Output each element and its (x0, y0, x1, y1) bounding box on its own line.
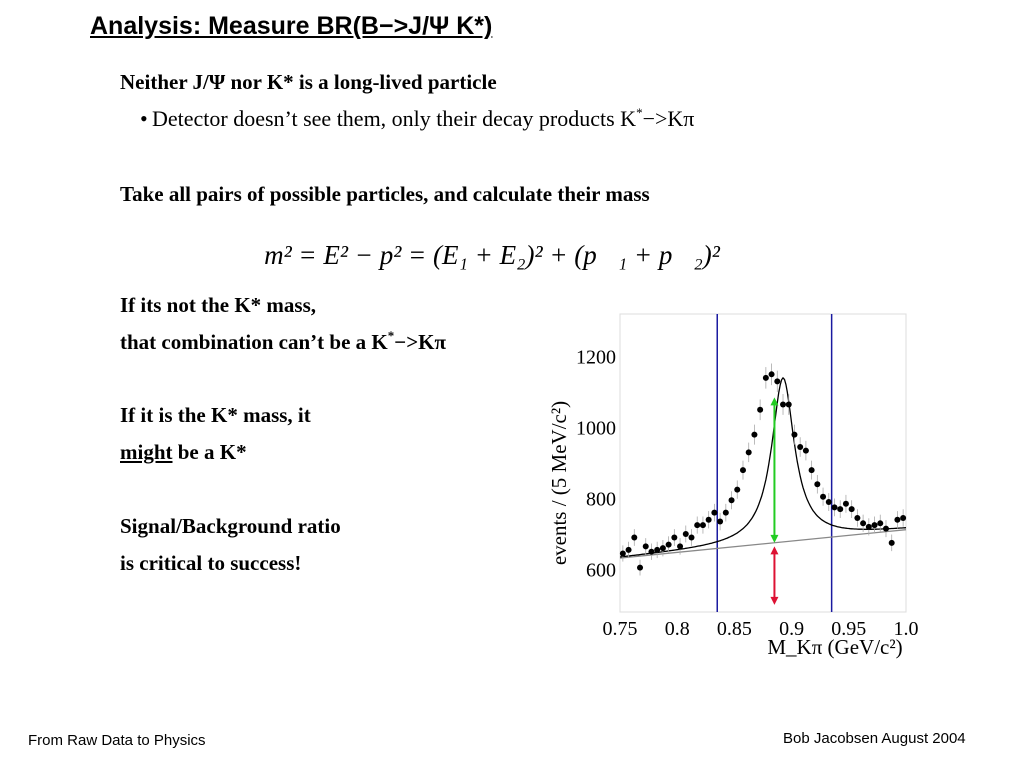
footer-left: From Raw Data to Physics (28, 732, 206, 749)
line-neither: Neither J/Ψ nor K* is a long-lived particle (120, 70, 497, 94)
footer-right: Bob Jacobsen August 2004 (783, 730, 966, 747)
data-point (786, 401, 792, 407)
data-point (854, 515, 860, 521)
data-point (763, 375, 769, 381)
x-tick-label: 0.85 (716, 618, 752, 640)
data-point (706, 517, 712, 523)
kpi-mass-chart (540, 306, 920, 666)
data-point (620, 550, 626, 556)
data-point (843, 501, 849, 507)
mass-formula (222, 228, 762, 282)
bullet-sup: * (636, 105, 643, 120)
line-might-be (120, 440, 247, 465)
data-point (814, 481, 820, 487)
signal-arrow-head-bottom (770, 535, 778, 543)
data-point (660, 545, 666, 551)
data-point (751, 432, 757, 438)
data-point (837, 506, 843, 512)
data-point (677, 543, 683, 549)
line-cannot-be-pre: that combination can’t be a K (120, 330, 388, 354)
background-arrow-head-bottom (770, 597, 778, 605)
data-point (746, 449, 752, 455)
data-point (729, 497, 735, 503)
data-point (820, 494, 826, 500)
data-point (889, 540, 895, 546)
data-point (643, 543, 649, 549)
data-point (832, 504, 838, 510)
data-point (791, 432, 797, 438)
data-point (689, 535, 695, 541)
line-take-all-pairs: Take all pairs of possible particles, and calculate their mass (120, 182, 650, 206)
data-point (694, 522, 700, 528)
data-point (809, 467, 815, 473)
data-point (626, 547, 632, 553)
x-tick-label: 0.95 (831, 618, 867, 640)
line-might-rest: be a K* (172, 440, 247, 464)
data-point (723, 510, 729, 516)
data-point (757, 407, 763, 413)
data-point (774, 378, 780, 384)
data-point (780, 401, 786, 407)
y-tick-label: 800 (586, 488, 616, 511)
background-arrow-head-top (770, 546, 778, 554)
data-point (671, 535, 677, 541)
data-point (666, 542, 672, 548)
data-point (826, 499, 832, 505)
data-point (803, 448, 809, 454)
data-point (683, 531, 689, 537)
line-not-kstar: If its not the K* mass, (120, 293, 317, 317)
data-point (700, 522, 706, 528)
line-is-kstar: If it is the K* mass, it (120, 403, 311, 427)
plot-frame (620, 314, 906, 612)
data-point (734, 487, 740, 493)
data-point (866, 524, 872, 530)
x-tick-label: 0.75 (602, 618, 638, 640)
data-point (711, 510, 717, 516)
data-point (631, 535, 637, 541)
data-point (654, 547, 660, 553)
data-point (717, 519, 723, 525)
data-point (769, 371, 775, 377)
slide-title: Analysis: Measure BR(B−>J/Ψ K*) (90, 12, 493, 40)
data-point (900, 515, 906, 521)
data-point (872, 522, 878, 528)
data-point (648, 549, 654, 555)
bullet-text-post: −>Kπ (642, 106, 695, 131)
x-tick-label: 1.0 (893, 618, 919, 640)
y-tick-label: 600 (586, 559, 616, 582)
x-tick-label: 0.8 (664, 618, 690, 640)
data-point (894, 517, 900, 523)
data-point (877, 520, 883, 526)
line-might-word: might (120, 440, 173, 464)
y-tick-label: 1200 (576, 346, 616, 369)
line-cannot-be-post: −>Kπ (394, 330, 447, 354)
y-axis-label: events / (5 MeV/c²) (547, 400, 571, 566)
x-tick-label: 0.9 (779, 618, 805, 640)
data-point (883, 526, 889, 532)
data-point (860, 520, 866, 526)
line-cannot-be-sup: * (387, 328, 395, 343)
x-axis-label: M_Kπ (GeV/c²) (767, 635, 903, 659)
bullet-text-pre: Detector doesn’t see them, only their decay products K (152, 106, 637, 131)
bullet-detector (140, 106, 694, 132)
line-cannot-be (120, 330, 446, 355)
data-point (637, 565, 643, 571)
line-signal-background: Signal/Background ratio (120, 514, 341, 538)
formula-text: m² = E² − p² = (E₁ + E₂)² + (p⃗₁ + p⃗₂)² (264, 240, 720, 270)
line-critical: is critical to success! (120, 551, 302, 575)
data-point (849, 506, 855, 512)
data-point (797, 444, 803, 450)
data-point (740, 467, 746, 473)
bullet-dot: • (140, 106, 148, 131)
y-tick-label: 1000 (576, 417, 616, 440)
